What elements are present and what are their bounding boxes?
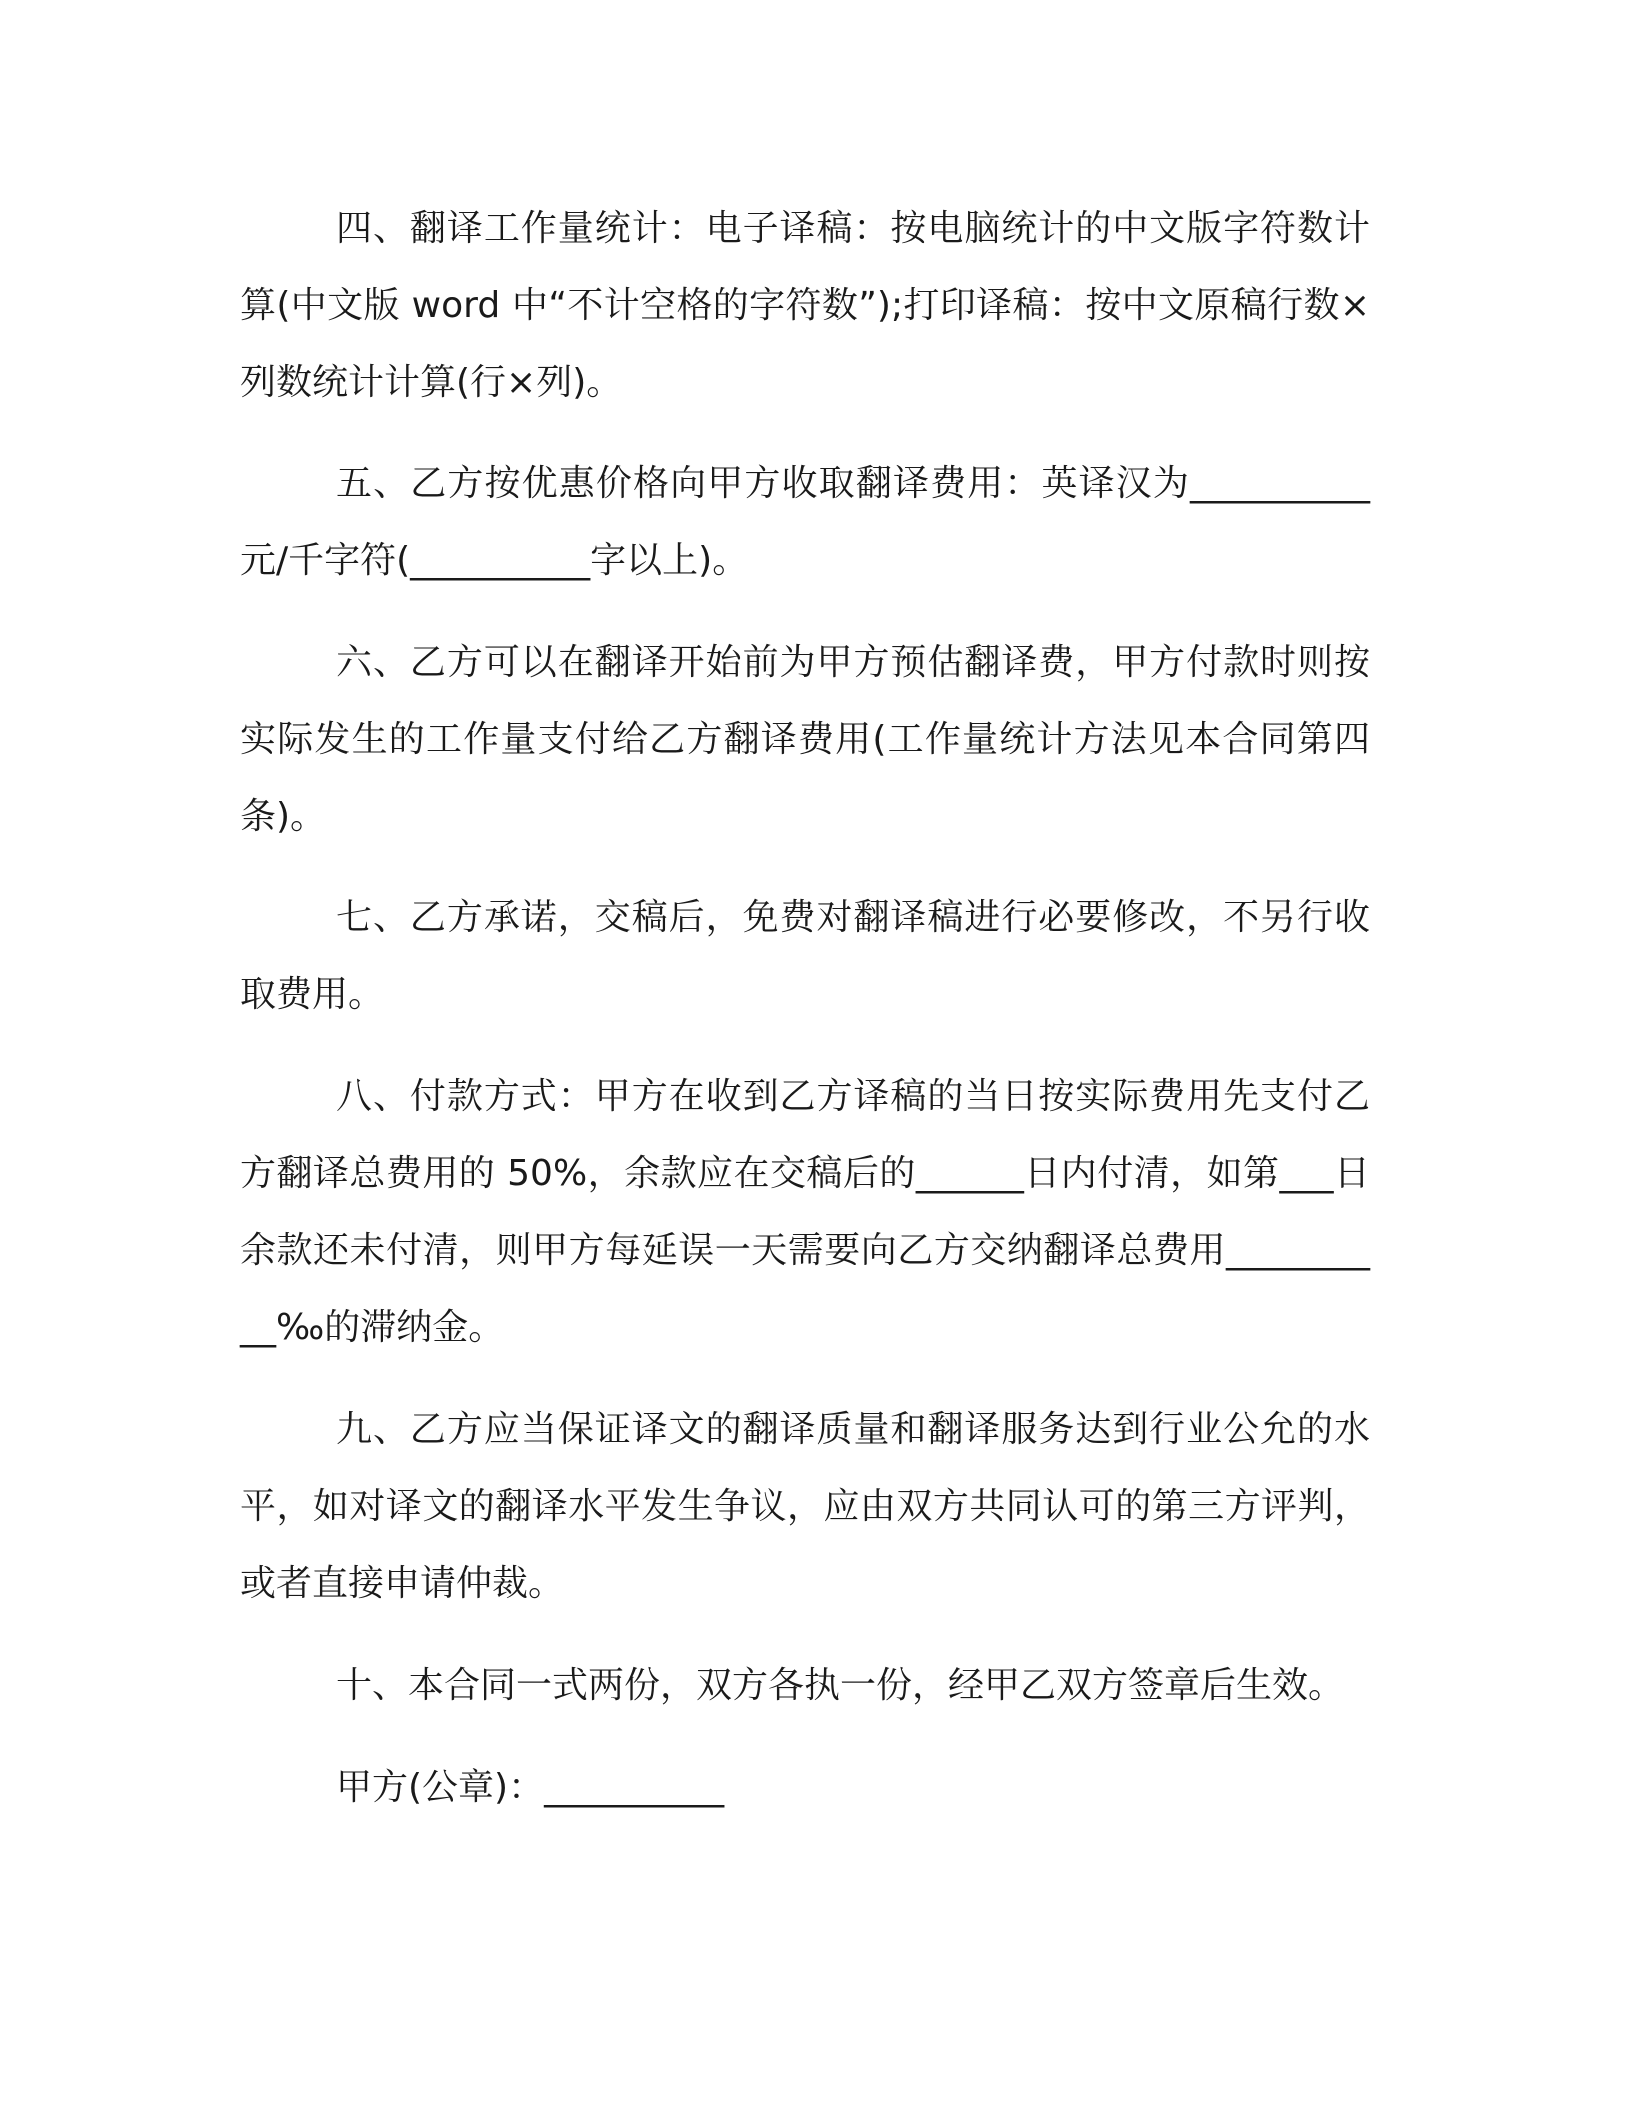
clause-8-payment-method: 八、付款方式：甲方在收到乙方译稿的当日按实际费用先支付乙方翻译总费用的 50%，余款应在交稿后的______日内付清，如第___日余款还未付清，则甲方每延误一天需要向乙方交纳翻译总费用__________‰的滞纳金。 — [240, 1076, 1370, 1348]
clause-10-effectiveness: 十、本合同一式两份，双方各执一份，经甲乙双方签章后生效。 — [336, 1665, 1345, 1706]
clause-4-workload-statistics: 四、翻译工作量统计：电子译稿：按电脑统计的中文版字符数计算(中文版 word 中“不计空格的字符数”);打印译稿：按中文原稿行数×列数统计计算(行×列)。 — [240, 208, 1370, 403]
clause-6-fee-estimate: 六、乙方可以在翻译开始前为甲方预估翻译费，甲方付款时则按实际发生的工作量支付给乙方翻译费用(工作量统计方法见本合同第四条)。 — [240, 642, 1370, 837]
clause-5-translation-fee: 五、乙方按优惠价格向甲方收取翻译费用：英译汉为__________元/千字符(__________字以上)。 — [240, 463, 1370, 581]
clause-9-quality-dispute: 九、乙方应当保证译文的翻译质量和翻译服务达到行业公允的水平，如对译文的翻译水平发生争议，应由双方共同认可的第三方评判，或者直接申请仲裁。 — [240, 1409, 1370, 1604]
party-a-signature-line: 甲方(公章)：__________ — [336, 1767, 725, 1808]
clause-7-free-revision: 七、乙方承诺，交稿后，免费对翻译稿进行必要修改，不另行收取费用。 — [240, 897, 1370, 1015]
